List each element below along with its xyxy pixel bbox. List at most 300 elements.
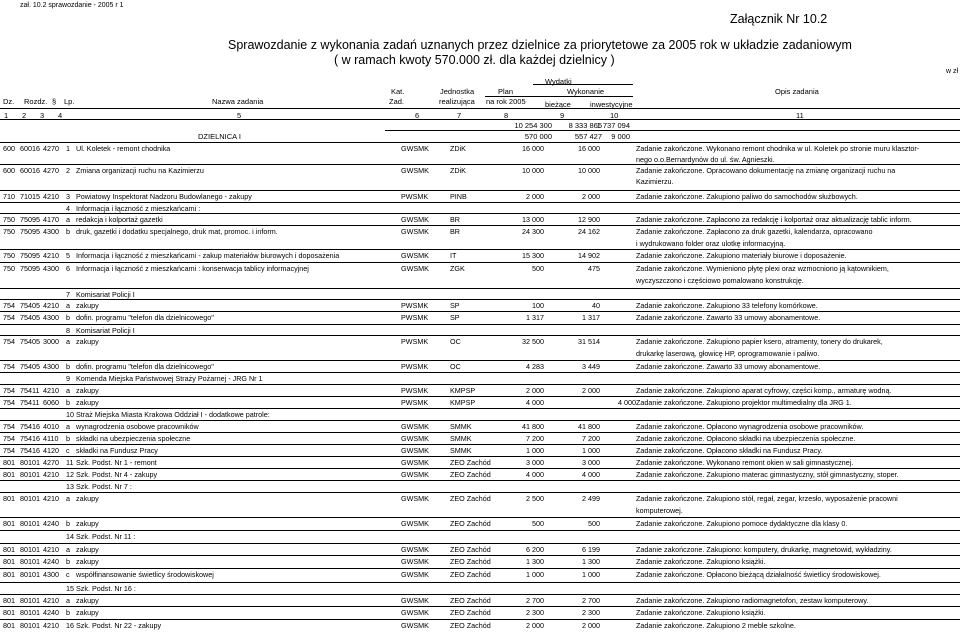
cell-nazwa: redakcja i kolportaż gazetki [76, 215, 163, 224]
cell-plan: 13 000 [522, 215, 544, 224]
cell-plan: 4 283 [526, 362, 544, 371]
col-dz: Dz. [3, 97, 15, 106]
cell-lp: 5 [66, 251, 70, 260]
cell-rozdz: 80101 [20, 545, 40, 554]
cell-biezace: 2 000 [582, 386, 600, 395]
cell-rozdz: 80101 [20, 470, 40, 479]
colnum-3: 3 [40, 111, 45, 120]
cell-biezace: 3 000 [582, 458, 600, 467]
cell-nazwa: Informacja i łączność z mieszkańcami - zakup materiałów biurowych i doposażenia [76, 251, 340, 260]
cell-dz: 801 [3, 458, 15, 467]
col-biezace: bieżące [545, 100, 571, 109]
cell-nazwa: Komisariat Policji I [76, 326, 135, 335]
cell-par: 4210 [43, 386, 59, 395]
cell-par: 3000 [43, 337, 59, 346]
cell-par: 4210 [43, 545, 59, 554]
cell-rozdz: 75095 [20, 264, 40, 273]
cell-jedn: BR [450, 227, 460, 236]
cell-dz: 710 [3, 192, 15, 201]
cell-plan: 500 [532, 264, 544, 273]
cell-jedn: OC [450, 337, 461, 346]
cell-plan: 4 000 [526, 470, 544, 479]
cell-biezace: 1 300 [582, 557, 600, 566]
cell-nazwa: Szk. Podst. Nr 16 : [76, 584, 136, 593]
cell-jedn: ZDiK [450, 144, 466, 153]
cell-biezace: 16 000 [578, 144, 600, 153]
row-rule [0, 619, 960, 620]
cell-dz: 750 [3, 251, 15, 260]
col-rozdz: Rozdz. [24, 97, 48, 106]
page-title: Sprawozdanie z wykonania zadań uznanych przez dzielnice za priorytetowe za 2005 rok w układzie zadaniowym [228, 38, 852, 52]
total-plan: 10 254 300 [514, 121, 552, 130]
cell-plan: 1 000 [526, 446, 544, 455]
cell-jedn: ZEO Zachód [450, 596, 491, 605]
row-rule [0, 384, 960, 385]
row-rule [0, 420, 960, 421]
cell-rozdz: 75405 [20, 337, 40, 346]
cell-jedn: ZDiK [450, 166, 466, 175]
cell-plan: 100 [532, 301, 544, 310]
cell-dz: 750 [3, 264, 15, 273]
cell-opis: Zadanie zakończone. Zakupiono książki. [636, 557, 766, 566]
cell-lp: b [66, 557, 70, 566]
cell-opis: Zadanie zakończone. Zakupiono aparat cyfrowy, części komp., armaturę wodną. [636, 386, 892, 395]
cell-dz: 801 [3, 519, 15, 528]
col-kat-2: Zad. [389, 97, 405, 106]
cell-opis: wyczyszczono i częściowo pomalowano konstrukcję. [636, 276, 804, 285]
cell-biezace: 4 000 [582, 470, 600, 479]
cell-opis: Zadanie zakończone. Opłacono bieżącą działalność świetlicy środowiskowej. [636, 570, 881, 579]
cell-biezace: 2 700 [582, 596, 600, 605]
cell-par: 4110 [43, 434, 59, 443]
cell-par: 4170 [43, 215, 59, 224]
row-rule [0, 262, 960, 263]
row-rule [0, 142, 960, 143]
cell-lp: a [66, 596, 70, 605]
cell-dz: 754 [3, 362, 15, 371]
cell-jedn: SMMK [450, 446, 472, 455]
cell-rozdz: 60016 [20, 144, 40, 153]
cell-rozdz: 75405 [20, 313, 40, 322]
col-nazwa: Nazwa zadania [212, 97, 264, 106]
cell-nazwa: Ul. Koletek - remont chodnika [76, 144, 171, 153]
cell-kat: PWSMK [401, 192, 429, 201]
cell-inwest: 4 000 [618, 398, 636, 407]
cell-nazwa: zakupy [76, 608, 99, 617]
cell-nazwa: Szk. Podst. Nr 4 - zakupy [76, 470, 158, 479]
cell-rozdz: 75095 [20, 215, 40, 224]
cell-rozdz: 71015 [20, 192, 40, 201]
row-rule [0, 164, 960, 165]
cell-rozdz: 60016 [20, 166, 40, 175]
row-rule [0, 299, 960, 300]
cell-par: 4300 [43, 313, 59, 322]
cell-dz: 801 [3, 494, 15, 503]
cell-nazwa: wynagrodzenia osobowe pracowników [76, 422, 199, 431]
row-rule [0, 288, 960, 289]
cell-par: 4210 [43, 596, 59, 605]
cell-par: 4300 [43, 264, 59, 273]
cell-kat: GWSMK [401, 621, 429, 630]
col-wykonanie: Wykonanie [567, 87, 605, 96]
cell-biezace: 12 900 [578, 215, 600, 224]
cell-plan: 16 000 [522, 144, 544, 153]
cell-biezace: 41 800 [578, 422, 600, 431]
cell-nazwa: zakupy [76, 494, 99, 503]
colnum-6: 6 [415, 111, 420, 120]
cell-biezace: 31 514 [578, 337, 600, 346]
top-note: zał. 10.2 sprawozdanie - 2005 r 1 [20, 2, 124, 9]
cell-rozdz: 75095 [20, 251, 40, 260]
cell-jedn: OC [450, 362, 461, 371]
row-rule [0, 202, 960, 203]
cell-rozdz: 75416 [20, 422, 40, 431]
row-rule [0, 213, 960, 214]
cell-dz: 754 [3, 301, 15, 310]
cell-opis: drukarkę laserową, głowicę HP, oprogramowanie i paliwo. [636, 349, 820, 358]
row-rule [0, 492, 960, 493]
cell-nazwa: składki na Fundusz Pracy [76, 446, 158, 455]
colnum-1: 1 [4, 111, 9, 120]
unit-label: w zł [946, 68, 959, 75]
cell-kat: GWSMK [401, 557, 429, 566]
cell-dz: 750 [3, 227, 15, 236]
cell-dz: 754 [3, 434, 15, 443]
colnum-10: 10 [610, 111, 619, 120]
cell-plan: 4 000 [526, 398, 544, 407]
cell-par: 4210 [43, 192, 59, 201]
cell-opis: nego o.o.Bernardynów do ul. św. Agnieszki. [636, 155, 775, 164]
colnum-11: 11 [796, 111, 804, 120]
row-rule [0, 432, 960, 433]
cell-biezace: 24 162 [578, 227, 600, 236]
dzielnica-label: DZIELNICA I [198, 132, 241, 141]
cell-opis: Zadanie zakończone. Zakupiono 33 telefony komórkowe. [636, 301, 818, 310]
cell-opis: Zadanie zakończone. Zakupiono pomoce dydaktyczne dla klasy 0. [636, 519, 848, 528]
row-rule [0, 372, 960, 373]
cell-lp: b [66, 313, 70, 322]
row-rule [0, 594, 960, 595]
cell-par: 4210 [43, 251, 59, 260]
cell-opis: Zadanie zakończone. Zakupiono stół, regał, zegar, krzesło, wyposażenie pracowni [636, 494, 898, 503]
cell-jedn: SP [450, 313, 460, 322]
col-par: § [52, 97, 57, 106]
cell-jedn: ZEO Zachód [450, 608, 491, 617]
cell-dz: 600 [3, 166, 15, 175]
cell-kat: GWSMK [401, 422, 429, 431]
cell-jedn: IT [450, 251, 457, 260]
cell-rozdz: 75411 [20, 386, 40, 395]
cell-par: 4120 [43, 446, 59, 455]
cell-nazwa: zakupy [76, 301, 99, 310]
cell-lp: c [66, 570, 70, 579]
cell-rozdz: 80101 [20, 494, 40, 503]
cell-kat: GWSMK [401, 470, 429, 479]
cell-opis: Zadanie zakończone. Opłacono składki na ubezpieczenia społeczne. [636, 434, 856, 443]
cell-jedn: ZEO Zachód [450, 519, 491, 528]
cell-nazwa: Straż Miejska Miasta Krakowa Oddział I - dodatkowe patrole: [76, 410, 270, 419]
cell-plan: 6 200 [526, 545, 544, 554]
cell-par: 4210 [43, 621, 59, 630]
cell-biezace: 1 317 [582, 313, 600, 322]
cell-plan: 2 500 [526, 494, 544, 503]
cell-nazwa: Szk. Podst. Nr 7 : [76, 482, 132, 491]
row-rule [0, 480, 960, 481]
cell-nazwa: zakupy [76, 519, 99, 528]
cell-lp: b [66, 398, 70, 407]
row-rule [0, 444, 960, 445]
cell-lp: a [66, 386, 70, 395]
cell-kat: PWSMK [401, 386, 429, 395]
row-rule [0, 456, 960, 457]
cell-kat: GWSMK [401, 227, 429, 236]
cell-jedn: SP [450, 301, 460, 310]
cell-plan: 1 000 [526, 570, 544, 579]
cell-plan: 2 000 [526, 386, 544, 395]
colnum-7: 7 [457, 111, 462, 120]
cell-rozdz: 75405 [20, 362, 40, 371]
cell-dz: 801 [3, 570, 15, 579]
cell-lp: a [66, 301, 70, 310]
cell-kat: GWSMK [401, 166, 429, 175]
cell-jedn: KMPSP [450, 386, 476, 395]
cell-lp: b [66, 608, 70, 617]
cell-plan: 10 000 [522, 166, 544, 175]
cell-par: 4270 [43, 166, 59, 175]
cell-biezace: 1 000 [582, 570, 600, 579]
cell-kat: PWSMK [401, 301, 429, 310]
cell-biezace: 7 200 [582, 434, 600, 443]
cell-lp: a [66, 337, 70, 346]
col-lp: Lp. [64, 97, 75, 106]
cell-kat: GWSMK [401, 215, 429, 224]
cell-dz: 754 [3, 337, 15, 346]
cell-opis: Zadanie zakończone. Zapłacono za redakcję i kolportaż oraz aktualizację tablic inform. [636, 215, 912, 224]
cell-jedn: ZEO Zachód [450, 570, 491, 579]
cell-plan: 3 000 [526, 458, 544, 467]
cell-opis: Zadanie zakończone. Zakupiono książki. [636, 608, 766, 617]
dz-inwest: 9 000 [611, 132, 630, 141]
cell-rozdz: 80101 [20, 557, 40, 566]
cell-jedn: ZEO Zachód [450, 621, 491, 630]
cell-dz: 754 [3, 446, 15, 455]
cell-kat: GWSMK [401, 264, 429, 273]
cell-rozdz: 80101 [20, 621, 40, 630]
cell-kat: GWSMK [401, 608, 429, 617]
cell-kat: PWSMK [401, 337, 429, 346]
row-rule [0, 396, 960, 397]
row-rule [0, 543, 960, 544]
cell-kat: GWSMK [401, 519, 429, 528]
cell-nazwa: zakupy [76, 596, 99, 605]
cell-nazwa: Szk. Podst. Nr 22 - zakupy [76, 621, 162, 630]
page-subtitle: ( w ramach kwoty 570.000 zł. dla każdej dzielnicy ) [334, 53, 615, 67]
row-rule [0, 324, 960, 325]
cell-biezace: 10 000 [578, 166, 600, 175]
cell-kat: GWSMK [401, 446, 429, 455]
cell-nazwa: zakupy [76, 398, 99, 407]
cell-opis: Zadanie zakończone. Zakupiono papier ksero, atramenty, tonery do drukarek, [636, 337, 883, 346]
cell-nazwa: zakupy [76, 557, 99, 566]
cell-opis: Zadanie zakończone. Opłacono składki na Fundusz Pracy. [636, 446, 823, 455]
cell-kat: PWSMK [401, 313, 429, 322]
row-rule [0, 249, 960, 250]
row-rule [0, 468, 960, 469]
cell-kat: GWSMK [401, 494, 429, 503]
cell-nazwa: Powiatowy Inspektorat Nadzoru Budowlanego - zakupy [76, 192, 252, 201]
cell-lp: 11 [66, 458, 74, 467]
cell-opis: Zadanie zakończone. Zakupiono 2 meble szkolne. [636, 621, 796, 630]
cell-nazwa: Komisariat Policji I [76, 290, 135, 299]
cell-opis: Zadanie zakończone. Zakupiono projektor multimedialny dla JRG 1. [636, 398, 852, 407]
cell-lp: b [66, 519, 70, 528]
cell-biezace: 2 000 [582, 192, 600, 201]
cell-opis: Zadanie zakończone. Zakupiono radiomagnetofon, zestaw komputerowy. [636, 596, 869, 605]
cell-par: 4210 [43, 301, 59, 310]
row-rule [0, 582, 960, 583]
col-kat-1: Kat. [391, 87, 405, 96]
cell-lp: 16 [66, 621, 74, 630]
cell-jedn: ZEO Zachód [450, 545, 491, 554]
cell-biezace: 2 300 [582, 608, 600, 617]
colnum-2: 2 [22, 111, 27, 120]
colnum-4: 4 [58, 111, 63, 120]
cell-dz: 801 [3, 470, 15, 479]
cell-plan: 32 500 [522, 337, 544, 346]
cell-lp: 3 [66, 192, 70, 201]
cell-nazwa: zakupy [76, 545, 99, 554]
cell-kat: GWSMK [401, 458, 429, 467]
total-biezace: 8 333 865 [568, 121, 602, 130]
cell-lp: a [66, 545, 70, 554]
row-rule [0, 530, 960, 531]
cell-plan: 7 200 [526, 434, 544, 443]
cell-opis: Zadanie zakończone. Zakupiono paliwo do samochodów służbowych. [636, 192, 858, 201]
cell-par: 4300 [43, 570, 59, 579]
cell-par: 6060 [43, 398, 59, 407]
col-wydatki: Wydatki [545, 77, 572, 86]
row-rule [0, 190, 960, 191]
cell-lp: 6 [66, 264, 70, 273]
cell-lp: 1 [66, 144, 70, 153]
cell-lp: b [66, 227, 70, 236]
cell-kat: GWSMK [401, 545, 429, 554]
dz-biezace: 557 427 [574, 132, 602, 141]
cell-rozdz: 80101 [20, 458, 40, 467]
row-rule [0, 408, 960, 409]
cell-nazwa: Komenda Miejska Państwowej Straży Pożarnej - JRG Nr 1 [76, 374, 263, 383]
cell-plan: 2 700 [526, 596, 544, 605]
cell-dz: 750 [3, 215, 15, 224]
cell-lp: 7 [66, 290, 70, 299]
cell-dz: 801 [3, 621, 15, 630]
cell-biezace: 40 [592, 301, 600, 310]
cell-lp: 12 [66, 470, 74, 479]
cell-biezace: 475 [588, 264, 600, 273]
row-rule [0, 568, 960, 569]
cell-jedn: ZEO Zachód [450, 470, 491, 479]
cell-lp: 4 [66, 204, 70, 213]
cell-kat: PWSMK [401, 362, 429, 371]
cell-rozdz: 75416 [20, 446, 40, 455]
cell-nazwa: Zmiana organizacji ruchu na Kazimierzu [76, 166, 204, 175]
cell-opis: Zadanie zakończone. Zawarto 33 umowy abonamentowe. [636, 362, 821, 371]
cell-lp: 15 [66, 584, 74, 593]
cell-lp: a [66, 494, 70, 503]
row-rule [0, 360, 960, 361]
cell-plan: 2 300 [526, 608, 544, 617]
cell-par: 4240 [43, 519, 59, 528]
cell-jedn: BR [450, 215, 460, 224]
cell-rozdz: 75416 [20, 434, 40, 443]
cell-jedn: ZEO Zachód [450, 494, 491, 503]
cell-dz: 754 [3, 398, 15, 407]
cell-lp: b [66, 362, 70, 371]
cell-opis: Zadanie zakończone. Wykonano remont okien w sali gimnastycznej. [636, 458, 854, 467]
cell-kat: GWSMK [401, 251, 429, 260]
cell-jedn: ZGK [450, 264, 465, 273]
cell-biezace: 14 902 [578, 251, 600, 260]
cell-plan: 41 800 [522, 422, 544, 431]
cell-nazwa: składki na ubezpieczenia społeczne [76, 434, 191, 443]
row-rule [0, 517, 960, 518]
cell-nazwa: Informacja i łączność z mieszkańcami : konserwacja tablicy informacyjnej [76, 264, 309, 273]
cell-jedn: ZEO Zachód [450, 458, 491, 467]
col-jedn-2: realizująca [439, 97, 475, 106]
cell-biezace: 2 000 [582, 621, 600, 630]
cell-opis: Zadanie zakończone. Wykonano remont chodnika w ul. Koletek po stronie muru klasztor- [636, 144, 920, 153]
cell-nazwa: Informacja i łączność z mieszkańcami : [76, 204, 201, 213]
dz-plan: 570 000 [524, 132, 552, 141]
cell-par: 4210 [43, 494, 59, 503]
cell-kat: GWSMK [401, 144, 429, 153]
cell-opis: Zadanie zakończone. Zawarto 33 umowy abonamentowe. [636, 313, 821, 322]
cell-nazwa: zakupy [76, 337, 99, 346]
colnum-5: 5 [237, 111, 242, 120]
cell-nazwa: dofin. programu "telefon dla dzielnicowego" [76, 362, 214, 371]
cell-plan: 1 317 [526, 313, 544, 322]
cell-dz: 801 [3, 545, 15, 554]
cell-opis: Zadanie zakończone. Zakupiono materiały biurowe i doposażenie. [636, 251, 847, 260]
cell-nazwa: Szk. Podst. Nr 11 : [76, 532, 136, 541]
annex-number: Załącznik Nr 10.2 [730, 12, 828, 26]
cell-par: 4300 [43, 362, 59, 371]
cell-biezace: 6 199 [582, 545, 600, 554]
cell-biezace: 500 [588, 519, 600, 528]
cell-kat: PWSMK [401, 398, 429, 407]
cell-lp: a [66, 422, 70, 431]
row-rule [0, 225, 960, 226]
cell-rozdz: 75411 [20, 398, 40, 407]
cell-kat: GWSMK [401, 570, 429, 579]
cell-opis: Zadanie zakończone. Opłacono wynagrodzenia osobowe pracowników. [636, 422, 864, 431]
row-rule [0, 555, 960, 556]
cell-dz: 754 [3, 313, 15, 322]
cell-lp: 14 [66, 532, 74, 541]
cell-opis: Zadanie zakończone. Zakupiono materac gimnastyczny, stół gimnastyczny, stoper. [636, 470, 899, 479]
cell-par: 4270 [43, 144, 59, 153]
cell-dz: 801 [3, 596, 15, 605]
cell-lp: 2 [66, 166, 70, 175]
cell-nazwa: dofin. programu "telefon dla dzielnicowego" [76, 313, 214, 322]
cell-opis: Kazimierzu. [636, 177, 674, 186]
cell-par: 4240 [43, 608, 59, 617]
cell-opis: i wydrukowano folder oraz ulotkę informacyjną. [636, 239, 786, 248]
colnum-9: 9 [560, 111, 565, 120]
col-jedn-1: Jednostka [440, 87, 475, 96]
cell-lp: a [66, 215, 70, 224]
cell-dz: 801 [3, 557, 15, 566]
